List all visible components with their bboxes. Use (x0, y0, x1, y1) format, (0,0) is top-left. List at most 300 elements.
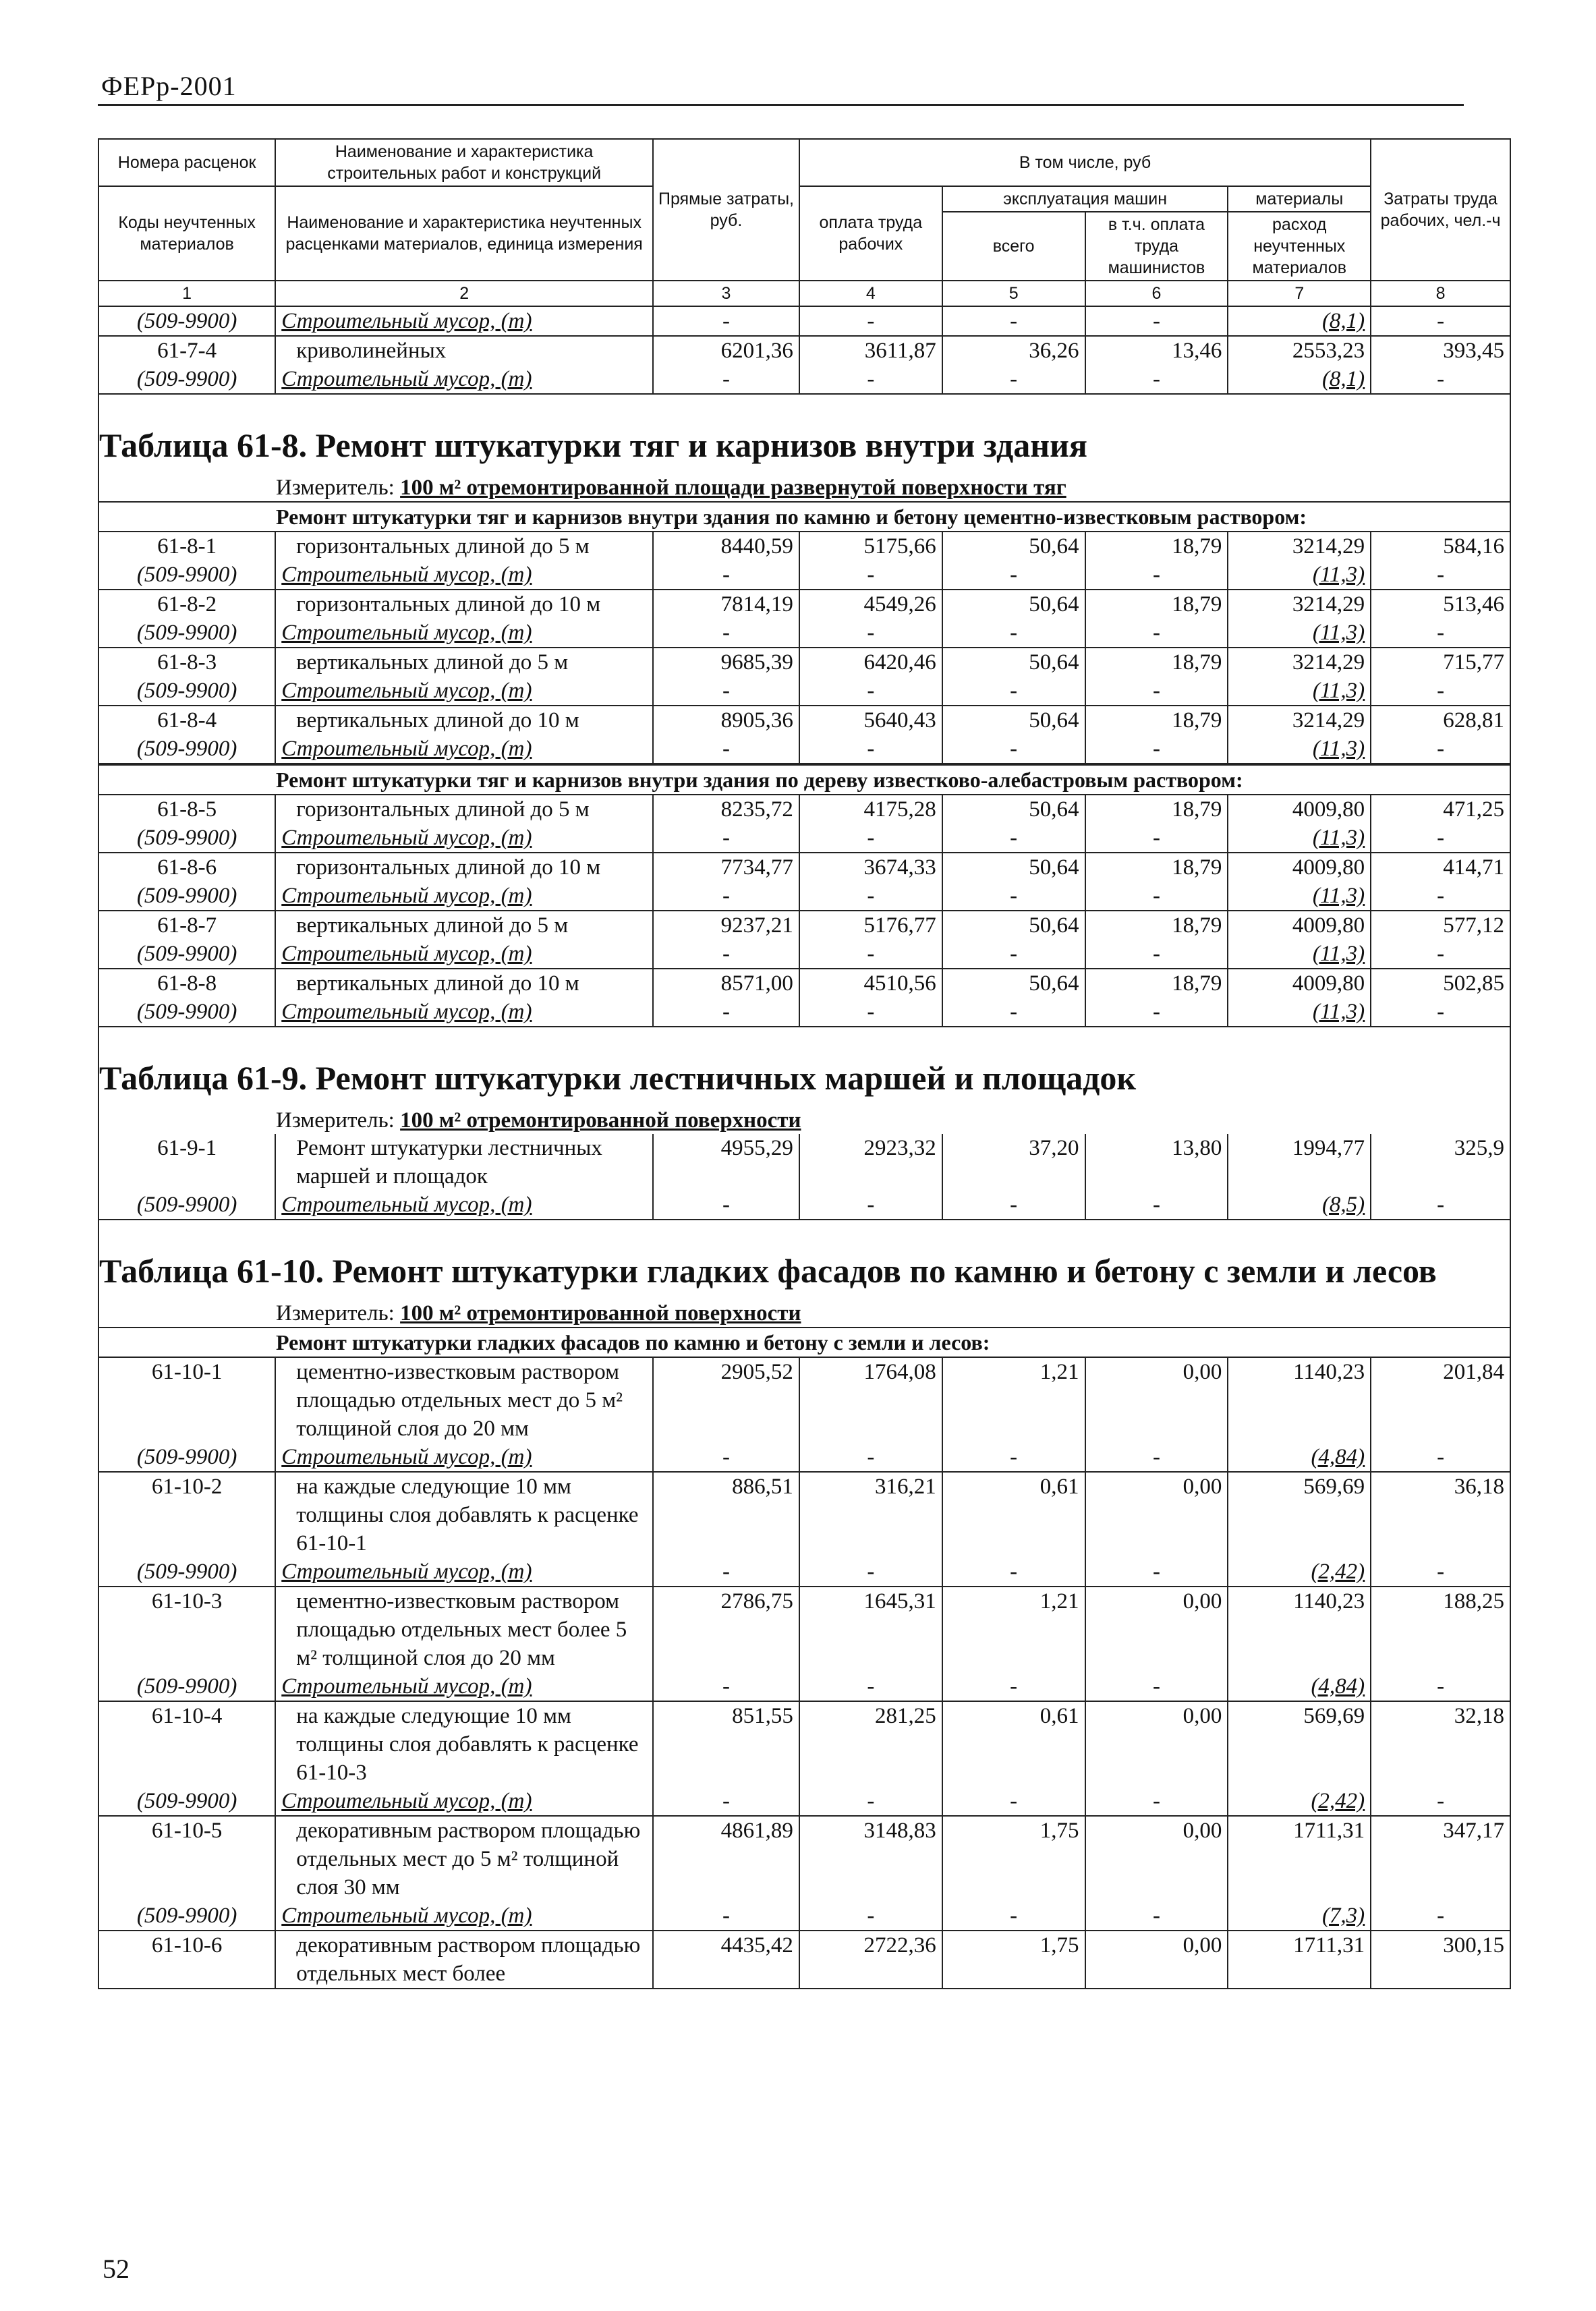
rate-code: (509-9900) (98, 1443, 275, 1472)
meter-label: Измеритель: (276, 476, 395, 500)
value-cell: - (799, 998, 942, 1027)
value-cell: 471,25 (1371, 795, 1510, 824)
rate-description: Строительный мусор, (т) (275, 1191, 653, 1220)
value-cell: 3611,87 (799, 336, 942, 365)
rate-description: декоративным раствором площадью отдельных мест более (275, 1931, 653, 1989)
value-cell: 5175,66 (799, 532, 942, 561)
rate-description: Строительный мусор, (т) (275, 1902, 653, 1931)
rate-code: 61-10-2 (98, 1472, 275, 1558)
value-cell: - (1085, 940, 1228, 969)
value-cell: - (653, 998, 799, 1027)
value-cell: 1,21 (942, 1587, 1085, 1672)
value-cell: - (799, 882, 942, 911)
value-cell: - (799, 1443, 942, 1472)
value-cell: 628,81 (1371, 706, 1510, 735)
value-cell: (11,3) (1228, 677, 1371, 706)
value-cell: - (1371, 1672, 1510, 1701)
rate-code: 61-8-4 (98, 706, 275, 735)
rate-row (98, 590, 1510, 619)
value-cell: 0,00 (1085, 1816, 1228, 1902)
value-cell: - (1085, 998, 1228, 1027)
value-cell: 851,55 (653, 1701, 799, 1787)
rate-code: 61-8-6 (98, 853, 275, 882)
rate-code: (509-9900) (98, 735, 275, 764)
rate-description: Строительный мусор, (т) (275, 1558, 653, 1587)
value-cell: 50,64 (942, 853, 1085, 882)
value-cell: - (1085, 1787, 1228, 1816)
meter-value: 100 м² отремонтированной поверхности (400, 1301, 801, 1325)
column-number: 1 (98, 281, 275, 306)
rate-description: горизонтальных длиной до 5 м (275, 532, 653, 561)
rate-row (98, 911, 1510, 940)
value-cell: 4435,42 (653, 1931, 799, 1989)
rate-code: 61-10-4 (98, 1701, 275, 1787)
rate-code: 61-8-8 (98, 969, 275, 998)
value-cell: (11,3) (1228, 735, 1371, 764)
rate-code: 61-7-4 (98, 336, 275, 365)
page-header: ФЕРр-2001 (101, 71, 237, 101)
value-cell: 18,79 (1085, 706, 1228, 735)
table-61-8-subheader-2: Ремонт штукатурки тяг и карнизов внутри здания по дереву известково-алебастровым раствором: (98, 765, 1510, 795)
rate-row (98, 1701, 1510, 1787)
rows-61-10 (98, 1358, 1511, 1989)
value-cell: - (942, 619, 1085, 648)
value-cell: - (1371, 619, 1510, 648)
value-cell: 6201,36 (653, 336, 799, 365)
rate-row (98, 648, 1510, 677)
value-cell: 5640,43 (799, 706, 942, 735)
value-cell: 1994,77 (1228, 1134, 1371, 1191)
value-cell: - (942, 882, 1085, 911)
value-cell: 18,79 (1085, 795, 1228, 824)
rate-description: цементно-известковым раствором площадью отдельных мест до 5 м² толщиной слоя до 20 мм (275, 1358, 653, 1443)
value-cell: - (1085, 1672, 1228, 1701)
value-cell: - (799, 1191, 942, 1220)
value-cell: 0,61 (942, 1472, 1085, 1558)
value-cell: - (942, 561, 1085, 590)
value-cell: 316,21 (799, 1472, 942, 1558)
value-cell: 4510,56 (799, 969, 942, 998)
rate-description: Строительный мусор, (т) (275, 735, 653, 764)
value-cell: (11,3) (1228, 824, 1371, 853)
value-cell: 8440,59 (653, 532, 799, 561)
rate-code: (509-9900) (98, 365, 275, 394)
value-cell: - (799, 561, 942, 590)
value-cell: - (1085, 1191, 1228, 1220)
table-61-10-meter (98, 1300, 1511, 1327)
rate-description: Строительный мусор, (т) (275, 307, 653, 336)
value-cell: - (799, 365, 942, 394)
value-cell: - (1085, 307, 1228, 336)
value-cell: - (799, 1558, 942, 1587)
material-row (98, 824, 1510, 853)
rate-row (98, 1816, 1510, 1902)
column-header (98, 138, 1511, 307)
rate-code: 61-10-5 (98, 1816, 275, 1902)
value-cell: 201,84 (1371, 1358, 1510, 1443)
value-cell: - (942, 824, 1085, 853)
value-cell: (8,5) (1228, 1191, 1371, 1220)
rate-description: Строительный мусор, (т) (275, 561, 653, 590)
value-cell: - (942, 307, 1085, 336)
material-row (98, 677, 1510, 706)
rate-description: вертикальных длиной до 5 м (275, 911, 653, 940)
value-cell: 188,25 (1371, 1587, 1510, 1672)
material-row (98, 1558, 1510, 1587)
value-cell: 36,18 (1371, 1472, 1510, 1558)
value-cell: - (799, 940, 942, 969)
value-cell: (11,3) (1228, 882, 1371, 911)
meter-value: 100 м² отремонтированной поверхности (400, 1108, 801, 1133)
header-rule (98, 104, 1464, 106)
value-cell: 50,64 (942, 532, 1085, 561)
rate-code: (509-9900) (98, 1672, 275, 1701)
table-61-8-meter (98, 474, 1511, 501)
value-cell: - (1085, 1902, 1228, 1931)
value-cell: 3214,29 (1228, 590, 1371, 619)
value-cell: 1711,31 (1228, 1816, 1371, 1902)
rate-row (98, 706, 1510, 735)
value-cell: (8,1) (1228, 307, 1371, 336)
value-cell: 50,64 (942, 648, 1085, 677)
value-cell: 7814,19 (653, 590, 799, 619)
value-cell: 3214,29 (1228, 532, 1371, 561)
rate-row (98, 1134, 1510, 1191)
material-row (98, 1443, 1510, 1472)
material-row (98, 561, 1510, 590)
value-cell: 715,77 (1371, 648, 1510, 677)
rate-description: вертикальных длиной до 10 м (275, 969, 653, 998)
value-cell: 0,00 (1085, 1472, 1228, 1558)
value-cell: 18,79 (1085, 648, 1228, 677)
value-cell: 50,64 (942, 795, 1085, 824)
value-cell: - (942, 677, 1085, 706)
value-cell: 0,00 (1085, 1358, 1228, 1443)
value-cell: 50,64 (942, 969, 1085, 998)
value-cell: 1711,31 (1228, 1931, 1371, 1989)
material-row (98, 307, 1510, 336)
value-cell: - (653, 677, 799, 706)
rate-code: 61-8-1 (98, 532, 275, 561)
meter-value: 100 м² отремонтированной площади развернутой поверхности тяг (400, 476, 1066, 500)
rate-description: Строительный мусор, (т) (275, 619, 653, 648)
material-row (98, 1787, 1510, 1816)
rate-description: Строительный мусор, (т) (275, 998, 653, 1027)
value-cell: 414,71 (1371, 853, 1510, 882)
value-cell: 4955,29 (653, 1134, 799, 1191)
material-row (98, 735, 1510, 764)
value-cell: - (653, 307, 799, 336)
value-cell: - (653, 1558, 799, 1587)
value-cell: 2905,52 (653, 1358, 799, 1443)
value-cell: 2722,36 (799, 1931, 942, 1989)
value-cell: - (799, 824, 942, 853)
value-cell: - (1371, 307, 1510, 336)
col-rate-number: Номера расценок (98, 139, 275, 186)
value-cell: - (799, 735, 942, 764)
rate-code: (509-9900) (98, 882, 275, 911)
value-cell: 0,61 (942, 1701, 1085, 1787)
value-cell: - (1085, 619, 1228, 648)
col-work-name: Наименование и характеристика строительных работ и конструкций (275, 139, 653, 186)
value-cell: 0,00 (1085, 1931, 1228, 1989)
rate-description: криволинейных (275, 336, 653, 365)
value-cell: 1,75 (942, 1931, 1085, 1989)
value-cell: - (653, 1902, 799, 1931)
value-cell: - (1371, 824, 1510, 853)
value-cell: - (1085, 735, 1228, 764)
rate-code: (509-9900) (98, 619, 275, 648)
value-cell: 3214,29 (1228, 706, 1371, 735)
rate-description: декоративным раствором площадью отдельных мест до 5 м² толщиной слоя 30 мм (275, 1816, 653, 1902)
value-cell: - (653, 1672, 799, 1701)
value-cell: 1140,23 (1228, 1358, 1371, 1443)
value-cell: 9237,21 (653, 911, 799, 940)
value-cell: 0,00 (1085, 1587, 1228, 1672)
value-cell: 577,12 (1371, 911, 1510, 940)
value-cell: 8571,00 (653, 969, 799, 998)
rate-description: Строительный мусор, (т) (275, 1787, 653, 1816)
column-number: 6 (1085, 281, 1228, 306)
value-cell: 569,69 (1228, 1701, 1371, 1787)
table-61-8-subheader-1: Ремонт штукатурки тяг и карнизов внутри здания по камню и бетону цементно-известковым раствором: (98, 502, 1510, 532)
value-cell: 50,64 (942, 706, 1085, 735)
value-cell: (8,1) (1228, 365, 1371, 394)
material-row (98, 882, 1510, 911)
value-cell: - (1371, 735, 1510, 764)
value-cell: 393,45 (1371, 336, 1510, 365)
table-61-10-subheader: Ремонт штукатурки гладких фасадов по камню и бетону с земли и лесов: (98, 1328, 1510, 1357)
value-cell: 4861,89 (653, 1816, 799, 1902)
rate-description: на каждые следующие 10 мм толщины слоя добавлять к расценке 61-10-3 (275, 1701, 653, 1787)
rate-description: Строительный мусор, (т) (275, 882, 653, 911)
col-machines: эксплуатация машин (942, 186, 1228, 212)
value-cell: - (1371, 1787, 1510, 1816)
value-cell: - (1085, 365, 1228, 394)
col-material-usage: расход неучтенных материалов (1228, 212, 1371, 281)
rate-row (98, 1587, 1510, 1672)
rate-code: (509-9900) (98, 998, 275, 1027)
meter-label: Измеритель: (276, 1301, 395, 1325)
value-cell: 4175,28 (799, 795, 942, 824)
value-cell: - (942, 1558, 1085, 1587)
rate-description: вертикальных длиной до 5 м (275, 648, 653, 677)
value-cell: - (1085, 1558, 1228, 1587)
rate-row (98, 532, 1510, 561)
rate-row (98, 336, 1510, 365)
rate-row (98, 969, 1510, 998)
value-cell: - (799, 1902, 942, 1931)
value-cell: 1645,31 (799, 1587, 942, 1672)
value-cell: 6420,46 (799, 648, 942, 677)
value-cell: - (653, 619, 799, 648)
value-cell: 513,46 (1371, 590, 1510, 619)
value-cell: 3214,29 (1228, 648, 1371, 677)
value-cell: - (942, 940, 1085, 969)
rows-61-9 (98, 1134, 1511, 1220)
value-cell: 886,51 (653, 1472, 799, 1558)
value-cell: 18,79 (1085, 969, 1228, 998)
rate-code: 61-8-3 (98, 648, 275, 677)
value-cell: - (1371, 1902, 1510, 1931)
value-cell: - (653, 1787, 799, 1816)
value-cell: 50,64 (942, 590, 1085, 619)
value-cell: 4009,80 (1228, 911, 1371, 940)
rate-description: Строительный мусор, (т) (275, 824, 653, 853)
table-61-9-title: Таблица 61-9. Ремонт штукатурки лестничных маршей и площадок (98, 1027, 1511, 1107)
value-cell: 13,80 (1085, 1134, 1228, 1191)
value-cell: - (653, 882, 799, 911)
table-61-8-title: Таблица 61-8. Ремонт штукатурки тяг и карнизов внутри здания (98, 395, 1511, 474)
value-cell: 1140,23 (1228, 1587, 1371, 1672)
value-cell: - (1371, 561, 1510, 590)
material-row (98, 365, 1510, 394)
rate-description: Ремонт штукатурки лестничных маршей и площадок (275, 1134, 653, 1191)
value-cell: - (1085, 824, 1228, 853)
value-cell: - (1085, 677, 1228, 706)
value-cell: 8905,36 (653, 706, 799, 735)
rate-code: 61-10-6 (98, 1931, 275, 1989)
rate-row (98, 795, 1510, 824)
value-cell: 9685,39 (653, 648, 799, 677)
col-machinist-pay: в т.ч. оплата труда машинистов (1085, 212, 1228, 281)
value-cell: - (942, 1443, 1085, 1472)
col-direct-costs: Прямые затраты, руб. (653, 139, 799, 281)
rows-61-7 (98, 307, 1511, 395)
material-row (98, 940, 1510, 969)
material-row (98, 1902, 1510, 1931)
rate-description: на каждые следующие 10 мм толщины слоя добавлять к расценке 61-10-1 (275, 1472, 653, 1558)
value-cell: 2553,23 (1228, 336, 1371, 365)
rate-code: 61-8-7 (98, 911, 275, 940)
value-cell: - (942, 365, 1085, 394)
rate-code: (509-9900) (98, 1787, 275, 1816)
value-cell: 502,85 (1371, 969, 1510, 998)
value-cell: 569,69 (1228, 1472, 1371, 1558)
rate-row (98, 1931, 1510, 1989)
value-cell: 18,79 (1085, 853, 1228, 882)
value-cell: 300,15 (1371, 1931, 1510, 1989)
value-cell: 13,46 (1085, 336, 1228, 365)
value-cell: - (1085, 561, 1228, 590)
page-number: 52 (103, 2254, 130, 2284)
value-cell: - (1371, 1443, 1510, 1472)
value-cell: 18,79 (1085, 911, 1228, 940)
value-cell: - (1371, 677, 1510, 706)
col-material-name: Наименование и характеристика неучтенных расценками материалов, единица измерения (275, 186, 653, 281)
rate-code: (509-9900) (98, 1558, 275, 1587)
value-cell: 584,16 (1371, 532, 1510, 561)
value-cell: 347,17 (1371, 1816, 1510, 1902)
value-cell: 4009,80 (1228, 969, 1371, 998)
value-cell: 1,21 (942, 1358, 1085, 1443)
material-row (98, 1191, 1510, 1220)
value-cell: 2923,32 (799, 1134, 942, 1191)
rate-description: горизонтальных длиной до 5 м (275, 795, 653, 824)
table-61-10-title: Таблица 61-10. Ремонт штукатурки гладких фасадов по камню и бетону с земли и лесов (98, 1220, 1511, 1300)
value-cell: 4549,26 (799, 590, 942, 619)
value-cell: - (942, 1191, 1085, 1220)
value-cell: - (1371, 1558, 1510, 1587)
rate-code: (509-9900) (98, 307, 275, 336)
value-cell: 5176,77 (799, 911, 942, 940)
rows-61-8-b (98, 795, 1511, 1027)
value-cell: - (653, 561, 799, 590)
rate-row (98, 853, 1510, 882)
col-machines-total: всего (942, 212, 1085, 281)
value-cell: - (942, 1672, 1085, 1701)
rate-code: (509-9900) (98, 677, 275, 706)
rates-table (98, 138, 1511, 2206)
rate-description: Строительный мусор, (т) (275, 940, 653, 969)
value-cell: - (942, 735, 1085, 764)
value-cell: (2,42) (1228, 1558, 1371, 1587)
value-cell: (4,84) (1228, 1672, 1371, 1701)
rate-code: 61-10-3 (98, 1587, 275, 1672)
value-cell: - (1371, 1191, 1510, 1220)
column-number: 8 (1371, 281, 1510, 306)
rate-code: 61-10-1 (98, 1358, 275, 1443)
value-cell: (11,3) (1228, 940, 1371, 969)
value-cell: - (1371, 882, 1510, 911)
rate-code: (509-9900) (98, 561, 275, 590)
value-cell: 0,00 (1085, 1701, 1228, 1787)
value-cell: 18,79 (1085, 532, 1228, 561)
value-cell: 7734,77 (653, 853, 799, 882)
value-cell: 32,18 (1371, 1701, 1510, 1787)
meter-label: Измеритель: (276, 1108, 395, 1133)
rate-code: 61-8-2 (98, 590, 275, 619)
value-cell: - (1371, 365, 1510, 394)
rate-code: 61-9-1 (98, 1134, 275, 1191)
material-row (98, 998, 1510, 1027)
value-cell: 1764,08 (799, 1358, 942, 1443)
rate-code: (509-9900) (98, 1191, 275, 1220)
value-cell: - (653, 735, 799, 764)
value-cell: 3148,83 (799, 1816, 942, 1902)
rate-description: Строительный мусор, (т) (275, 1443, 653, 1472)
column-number: 3 (653, 281, 799, 306)
value-cell: - (1371, 940, 1510, 969)
value-cell: - (653, 824, 799, 853)
rate-description: цементно-известковым раствором площадью отдельных мест более 5 м² толщиной слоя до 20 мм (275, 1587, 653, 1672)
value-cell: - (653, 940, 799, 969)
value-cell: 18,79 (1085, 590, 1228, 619)
value-cell: - (799, 677, 942, 706)
value-cell: (4,84) (1228, 1443, 1371, 1472)
value-cell: 2786,75 (653, 1587, 799, 1672)
col-worker-pay: оплата труда рабочих (799, 186, 942, 281)
value-cell: 1,75 (942, 1816, 1085, 1902)
value-cell: 4009,80 (1228, 795, 1371, 824)
value-cell: 325,9 (1371, 1134, 1510, 1191)
col-including: В том числе, руб (799, 139, 1371, 186)
value-cell: 50,64 (942, 911, 1085, 940)
value-cell: 281,25 (799, 1701, 942, 1787)
rate-description: вертикальных длиной до 10 м (275, 706, 653, 735)
column-number: 4 (799, 281, 942, 306)
col-material-code: Коды неучтенных материалов (98, 186, 275, 281)
value-cell: - (942, 1902, 1085, 1931)
rate-code: (509-9900) (98, 1902, 275, 1931)
table-61-9-meter (98, 1107, 1511, 1134)
column-number: 7 (1228, 281, 1371, 306)
value-cell: 37,20 (942, 1134, 1085, 1191)
column-number: 5 (942, 281, 1085, 306)
rate-code: (509-9900) (98, 940, 275, 969)
col-labor-hours: Затраты труда рабочих, чел.-ч (1371, 139, 1510, 281)
value-cell: 4009,80 (1228, 853, 1371, 882)
